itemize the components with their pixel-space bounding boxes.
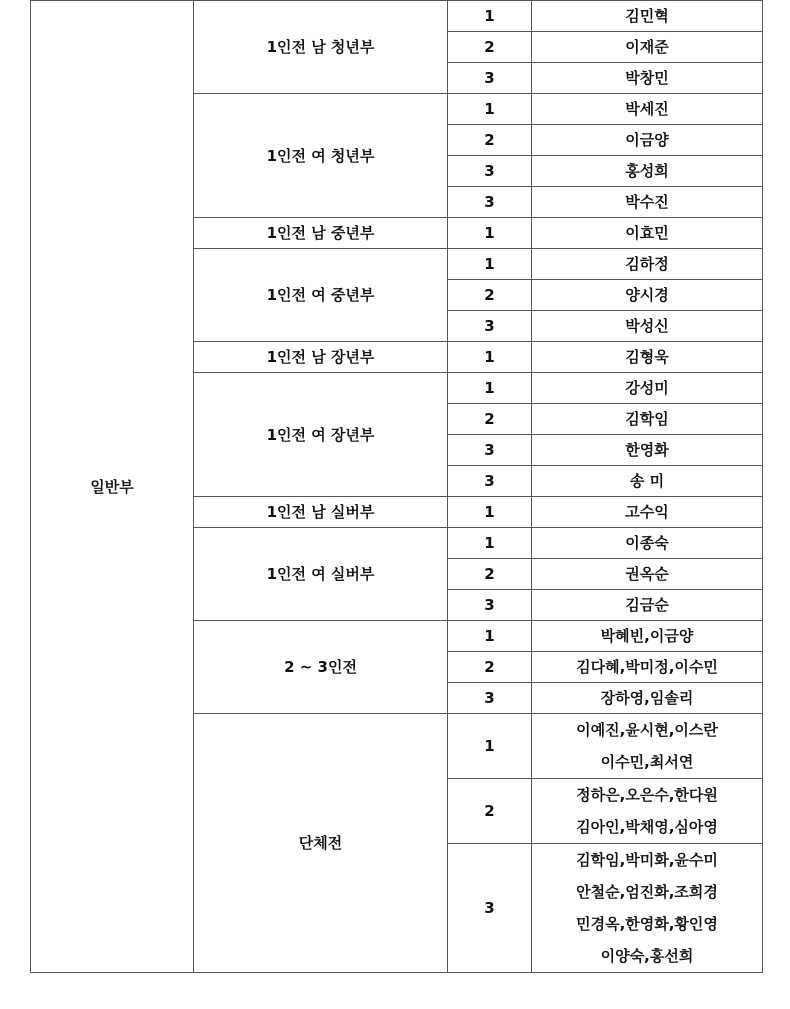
- event-name-cell: 1인전 여 장년부: [194, 373, 448, 497]
- winner-name: 양시경: [625, 286, 669, 304]
- winner-name: 김하정: [625, 255, 669, 273]
- rank-cell: 1: [448, 249, 532, 280]
- winner-name: 이종숙: [625, 534, 669, 552]
- winner-names-cell: [532, 528, 763, 559]
- winner-names-cell: [532, 497, 763, 528]
- winner-name: 박혜빈,이금양: [600, 627, 694, 645]
- rank-cell: 3: [448, 466, 532, 497]
- rank-cell: 1: [448, 497, 532, 528]
- rank-cell: 3: [448, 435, 532, 466]
- winner-name: 김학임,박미화,윤수미: [576, 851, 718, 869]
- winner-names-cell: [532, 844, 763, 973]
- rank-cell: 2: [448, 559, 532, 590]
- winner-names-cell: [532, 342, 763, 373]
- winner-name: 이수민,최서연: [600, 753, 694, 771]
- winner-name: 이효민: [625, 224, 669, 242]
- rank-cell: 2: [448, 779, 532, 844]
- winner-names-cell: [532, 32, 763, 63]
- winner-name: 김민혁: [625, 7, 669, 25]
- winner-name: 고수익: [625, 503, 669, 521]
- winner-names-cell: [532, 373, 763, 404]
- rank-cell: 3: [448, 187, 532, 218]
- winner-names-cell: [532, 779, 763, 844]
- winner-names-cell: [532, 683, 763, 714]
- event-name-cell: 단체전: [194, 714, 448, 973]
- winner-name: 박수진: [625, 193, 669, 211]
- winner-names-cell: [532, 63, 763, 94]
- event-name-cell: 2 ~ 3인전: [194, 621, 448, 714]
- rank-cell: 1: [448, 373, 532, 404]
- winner-names-cell: [532, 652, 763, 683]
- event-name-cell: 1인전 남 청년부: [194, 1, 448, 94]
- rank-cell: 1: [448, 1, 532, 32]
- winner-name: 홍성희: [625, 162, 669, 180]
- winner-name: 정하은,오은수,한다원: [576, 786, 718, 804]
- winner-name: 한영화: [625, 441, 669, 459]
- winner-name: 이재준: [625, 38, 669, 56]
- winner-name: 이금양: [625, 131, 669, 149]
- rank-cell: 3: [448, 156, 532, 187]
- results-table: [30, 0, 763, 973]
- rank-cell: 1: [448, 714, 532, 779]
- winner-name: 김학임: [625, 410, 669, 428]
- winner-name: 박성신: [625, 317, 669, 335]
- rank-cell: 3: [448, 590, 532, 621]
- winner-name: 민경옥,한영화,황인영: [576, 915, 718, 933]
- winner-names-cell: [532, 249, 763, 280]
- winner-name: 안철순,엄진화,조희경: [576, 883, 718, 901]
- rank-cell: 2: [448, 32, 532, 63]
- winner-name: 강성미: [625, 379, 669, 397]
- winner-names-cell: [532, 311, 763, 342]
- rank-cell: 2: [448, 125, 532, 156]
- winner-names-cell: [532, 435, 763, 466]
- winner-name: 김다혜,박미정,이수민: [576, 658, 718, 676]
- winner-names-cell: [532, 125, 763, 156]
- winner-names-cell: [532, 559, 763, 590]
- winner-name: 송 미: [629, 472, 665, 490]
- winner-name: 이양숙,홍선희: [600, 947, 694, 965]
- winner-names-cell: [532, 94, 763, 125]
- rank-cell: 2: [448, 652, 532, 683]
- winner-names-cell: [532, 1, 763, 32]
- rank-cell: 3: [448, 311, 532, 342]
- winner-names-cell: [532, 156, 763, 187]
- winner-name: 박세진: [625, 100, 669, 118]
- winner-names-cell: [532, 404, 763, 435]
- winner-names-cell: [532, 218, 763, 249]
- winner-names-cell: [532, 187, 763, 218]
- winner-name: 장하영,임솔리: [600, 689, 694, 707]
- event-name-cell: 1인전 여 중년부: [194, 249, 448, 342]
- winner-name: 박창민: [625, 69, 669, 87]
- event-name-cell: 1인전 남 실버부: [194, 497, 448, 528]
- rank-cell: 1: [448, 218, 532, 249]
- event-name-cell: 1인전 남 중년부: [194, 218, 448, 249]
- winner-name: 김형욱: [625, 348, 669, 366]
- rank-cell: 1: [448, 342, 532, 373]
- winner-name: 김금순: [625, 596, 669, 614]
- event-name-cell: 1인전 남 장년부: [194, 342, 448, 373]
- winner-names-cell: [532, 621, 763, 652]
- rank-cell: 2: [448, 280, 532, 311]
- winner-names-cell: [532, 714, 763, 779]
- winner-names-cell: [532, 590, 763, 621]
- rank-cell: 3: [448, 683, 532, 714]
- division-cell: 일반부: [31, 1, 194, 973]
- rank-cell: 1: [448, 621, 532, 652]
- winner-name: 권옥순: [625, 565, 669, 583]
- winner-names-cell: [532, 466, 763, 497]
- winner-name: 이예진,윤시현,이스란: [576, 721, 718, 739]
- rank-cell: 1: [448, 94, 532, 125]
- rank-cell: 3: [448, 63, 532, 94]
- event-name-cell: 1인전 여 청년부: [194, 94, 448, 218]
- event-name-cell: 1인전 여 실버부: [194, 528, 448, 621]
- rank-cell: 3: [448, 844, 532, 973]
- winner-names-cell: [532, 280, 763, 311]
- results-body: [31, 1, 763, 973]
- winner-name: 김아인,박채영,심아영: [576, 818, 718, 836]
- rank-cell: 2: [448, 404, 532, 435]
- table-row: [31, 1, 763, 32]
- rank-cell: 1: [448, 528, 532, 559]
